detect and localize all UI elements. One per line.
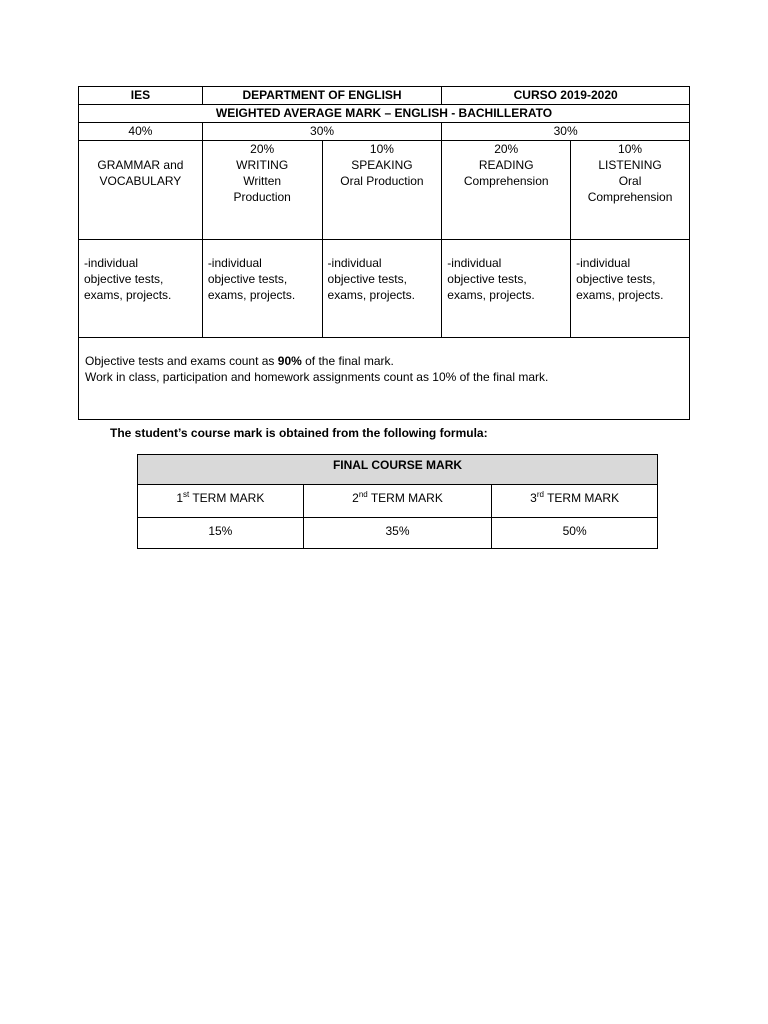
group-percent-row bbox=[79, 123, 690, 141]
skill-writing-percent: 20% bbox=[250, 142, 275, 156]
skill-listening-line1: LISTENING bbox=[598, 158, 662, 172]
header-row bbox=[79, 87, 690, 105]
evaluation-reading bbox=[442, 240, 571, 338]
term-row bbox=[138, 485, 658, 518]
skill-grammar-line1: GRAMMAR and bbox=[97, 158, 184, 172]
term-1-label: 1st TERM MARK bbox=[138, 485, 304, 518]
evaluation-speaking bbox=[322, 240, 442, 338]
term-3-label: 3rd TERM MARK bbox=[492, 485, 658, 518]
evaluation-line: -individual bbox=[84, 256, 139, 270]
evaluation-line: objective tests, bbox=[576, 272, 656, 286]
evaluation-line: exams, projects. bbox=[447, 288, 535, 302]
term-weight-row bbox=[138, 518, 658, 549]
skill-writing bbox=[202, 141, 322, 240]
skill-writing-line1: WRITING bbox=[236, 158, 289, 172]
evaluation-line: objective tests, bbox=[447, 272, 527, 286]
skill-reading-line1: READING bbox=[478, 158, 534, 172]
group-percent-productive: 30% bbox=[202, 123, 441, 141]
evaluation-line: -individual bbox=[207, 256, 262, 270]
evaluation-line: objective tests, bbox=[207, 272, 288, 286]
evaluation-line: exams, projects. bbox=[84, 288, 172, 302]
formula-intro-text: The student’s course mark is obtained from the following formula: bbox=[110, 426, 488, 440]
evaluation-line: exams, projects. bbox=[207, 288, 296, 302]
skill-grammar bbox=[79, 141, 203, 240]
skill-listening-line3: Comprehension bbox=[587, 190, 673, 204]
skills-row bbox=[79, 141, 690, 240]
final-title-cell: FINAL COURSE MARK bbox=[138, 455, 658, 485]
evaluation-line: objective tests, bbox=[84, 272, 164, 286]
evaluation-listening bbox=[571, 240, 690, 338]
evaluation-line: -individual bbox=[447, 256, 502, 270]
term-3-weight: 50% bbox=[492, 518, 658, 549]
final-title-row bbox=[138, 455, 658, 485]
skill-listening bbox=[571, 141, 690, 240]
skill-reading bbox=[442, 141, 571, 240]
skill-speaking bbox=[322, 141, 442, 240]
skill-reading-percent: 20% bbox=[494, 142, 519, 156]
group-percent-grammar: 40% bbox=[79, 123, 203, 141]
subtitle-cell: WEIGHTED AVERAGE MARK – ENGLISH - BACHILLERATO bbox=[79, 105, 690, 123]
skill-listening-percent: 10% bbox=[618, 142, 643, 156]
evaluation-line: objective tests, bbox=[327, 272, 407, 286]
term-2-weight: 35% bbox=[303, 518, 492, 549]
notes-cell bbox=[79, 338, 690, 420]
skill-grammar-line2: VOCABULARY bbox=[99, 174, 182, 188]
course-cell: CURSO 2019-2020 bbox=[442, 87, 690, 105]
term-2-label: 2nd TERM MARK bbox=[303, 485, 492, 518]
notes-line-2: Work in class, participation and homework assignments count as 10% of the final mark. bbox=[85, 370, 549, 384]
subtitle-row bbox=[79, 105, 690, 123]
weighted-mark-table bbox=[78, 86, 690, 420]
skill-speaking-line2: Oral Production bbox=[340, 174, 424, 188]
evaluation-row bbox=[79, 240, 690, 338]
evaluation-line: exams, projects. bbox=[576, 288, 664, 302]
skill-listening-line2: Oral bbox=[618, 174, 642, 188]
skill-speaking-line1: SPEAKING bbox=[351, 158, 413, 172]
evaluation-line: -individual bbox=[327, 256, 382, 270]
skill-reading-line2: Comprehension bbox=[463, 174, 549, 188]
skill-writing-line2: Written bbox=[243, 174, 282, 188]
evaluation-line: -individual bbox=[576, 256, 631, 270]
final-course-mark-table bbox=[137, 454, 658, 549]
notes-line-1: Objective tests and exams count as 90% of the final mark. bbox=[85, 354, 394, 368]
notes-row bbox=[79, 338, 690, 420]
term-1-weight: 15% bbox=[138, 518, 304, 549]
school-cell: IES bbox=[79, 87, 203, 105]
evaluation-grammar bbox=[79, 240, 203, 338]
evaluation-writing bbox=[202, 240, 322, 338]
skill-speaking-percent: 10% bbox=[369, 142, 394, 156]
evaluation-line: exams, projects. bbox=[327, 288, 415, 302]
skill-writing-line3: Production bbox=[233, 190, 291, 204]
group-percent-receptive: 30% bbox=[442, 123, 690, 141]
department-cell: DEPARTMENT OF ENGLISH bbox=[202, 87, 441, 105]
